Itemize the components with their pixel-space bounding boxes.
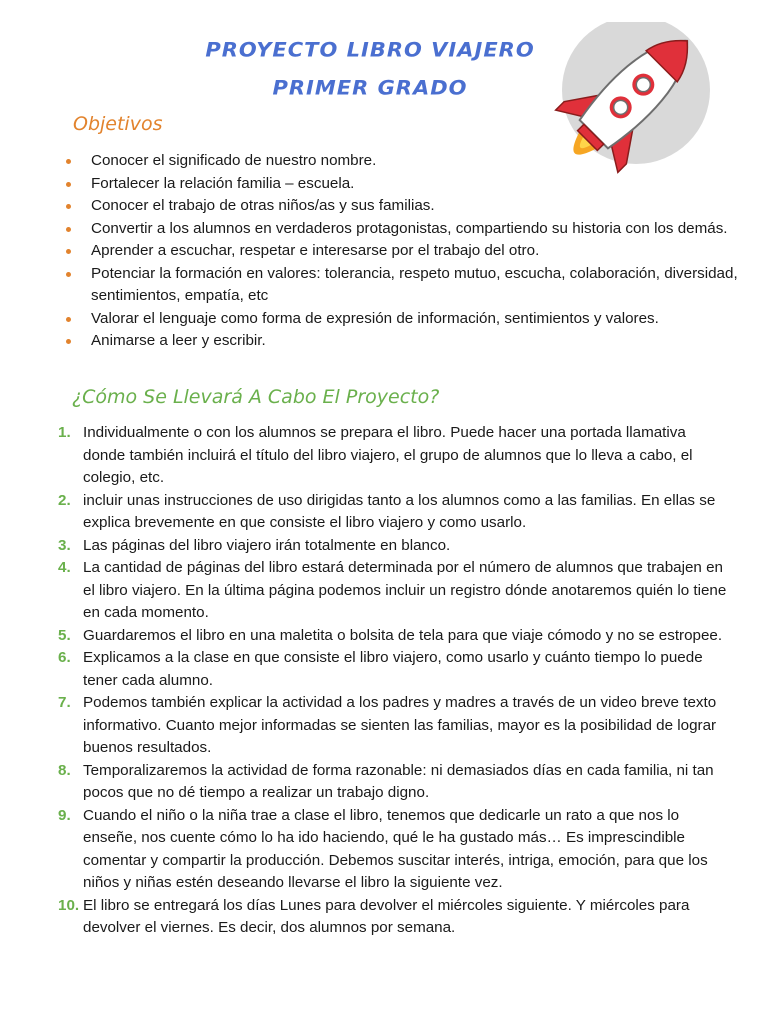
objective-text: Aprender a escuchar, respetar e interesarse por el trabajo del otro. (91, 242, 540, 259)
objective-text: Valorar el lenguaje como forma de expresión de información, sentimientos y valores. (91, 309, 659, 327)
objective-item (62, 218, 742, 241)
bullet-icon (66, 204, 71, 209)
procedure-step (54, 422, 729, 490)
objective-item (62, 195, 742, 218)
procedure-step (54, 647, 729, 692)
bullet-icon (66, 159, 71, 164)
step-text: Temporalizaremos la actividad de forma razonable: ni demasiados días en cada familia, ni tan pocos que no dé tiempo a realizar un trabajo digno. (83, 761, 714, 801)
objective-item (62, 330, 742, 353)
objective-item (62, 150, 742, 173)
step-text: La cantidad de páginas del libro estará determinada por el número de alumnos que trabajen en el libro viajero. En la última página podemos incluir un registro dónde anotaremos quién lo tiene en cada momento. (83, 559, 727, 621)
procedure-step (54, 895, 729, 940)
procedure-step (54, 625, 729, 648)
step-number: 9. (58, 806, 71, 824)
document-subtitle: PRIMER GRADO (272, 76, 468, 100)
step-number: 7. (58, 694, 71, 711)
procedure-step (54, 760, 729, 805)
objective-text: Potenciar la formación en valores: tolerancia, respeto mutuo, escucha, colaboración, diversidad, sentimientos, empatía, etc (91, 264, 738, 304)
objective-text: Fortalecer la relación familia – escuela. (91, 174, 355, 192)
step-number: 2. (58, 491, 71, 509)
objective-text: Convertir a los alumnos en verdaderos protagonistas, compartiendo su historia con los demás. (91, 219, 728, 237)
step-text: Guardaremos el libro en una maletita o bolsita de tela para que viaje cómodo y no se estropee. (83, 626, 723, 644)
bullet-icon (66, 249, 71, 254)
objective-item (62, 308, 742, 331)
step-text: Explicamos a la clase en que consiste el libro viajero, como usarlo y cuánto tiempo lo puede tener cada alumno. (83, 649, 703, 689)
step-text: Cuando el niño o la niña trae a clase el libro, tenemos que dedicarle un rato a que nos lo enseñe, nos cuente cómo lo ha ido haciendo, qué le ha gustado más… Es imprescindible comentar y compartir la producción. Debemos suscitar interés, intriga, emoción, para que los niños y niñas estén deseando llevarse el libro la siguiente vez. (83, 806, 708, 891)
procedure-step (54, 535, 729, 558)
step-text: incluir unas instrucciones de uso dirigidas tanto a los alumnos como a las familias. En ellas se explica brevemente en que consiste el libro viajero y como usarlo. (83, 491, 716, 531)
bullet-icon (66, 182, 71, 187)
step-number: 6. (58, 649, 71, 666)
procedure-steps-list (54, 422, 729, 940)
step-number: 8. (58, 761, 71, 779)
step-number: 4. (58, 559, 71, 576)
bullet-icon (66, 227, 71, 232)
procedure-step (54, 692, 729, 760)
procedure-heading: ¿Cómo Se Llevará A Cabo El Proyecto? (72, 386, 440, 408)
step-number: 3. (58, 536, 71, 554)
objective-text: Conocer el trabajo de otras niños/as y sus familias. (91, 197, 435, 214)
objective-item (62, 240, 742, 263)
bullet-icon (66, 317, 71, 322)
step-number: 5. (58, 626, 71, 644)
procedure-step (54, 557, 729, 625)
objectives-heading: Objetivos (73, 113, 163, 135)
objective-text: Conocer el significado de nuestro nombre. (91, 152, 377, 169)
bullet-icon (66, 272, 71, 277)
procedure-step (54, 490, 729, 535)
objective-text: Animarse a leer y escribir. (91, 332, 266, 349)
step-text: Podemos también explicar la actividad a los padres y madres a través de un video breve texto informativo. Cuanto mejor informadas se sienten las familias, mayor es la posibilidad de lograr buenos resultados. (83, 694, 717, 756)
step-text: El libro se entregará los días Lunes para devolver el miércoles siguiente. Y miércoles para devolver el viernes. Es decir, dos alumnos por semana. (83, 896, 690, 936)
document-title: PROYECTO LIBRO VIAJERO (205, 38, 535, 62)
step-number: 10. (58, 896, 80, 914)
objective-item (62, 263, 742, 308)
objectives-list (62, 150, 742, 353)
bullet-icon (66, 339, 71, 344)
step-text: Individualmente o con los alumnos se prepara el libro. Puede hacer una portada llamativa donde también incluirá el título del libro viajero, el grupo de alumnos que lo lleva a cabo, el colegio, etc. (83, 424, 693, 486)
step-number: 1. (58, 424, 71, 441)
procedure-step (54, 805, 729, 895)
objective-item (62, 173, 742, 196)
step-text: Las páginas del libro viajero irán totalmente en blanco. (83, 536, 451, 554)
